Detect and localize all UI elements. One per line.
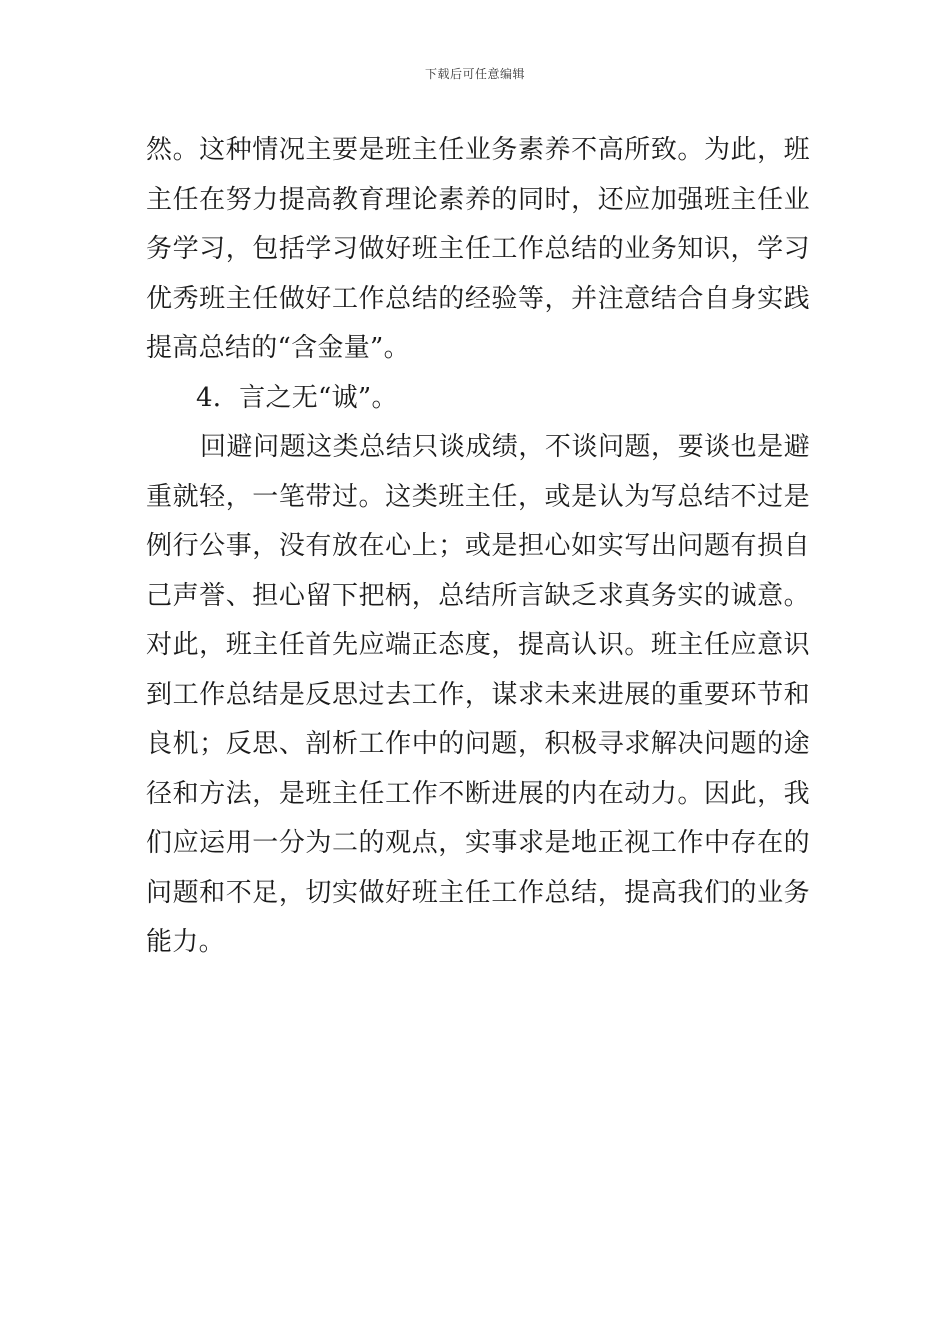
text-line: 己声誉、担心留下把柄，总结所言缺乏求真务实的诚意。 xyxy=(146,580,810,611)
text-line: 优秀班主任做好工作总结的经验等，并注意结合自身实践 xyxy=(146,283,810,314)
text-line: 到工作总结是反思过去工作，谋求未来进展的重要环节和 xyxy=(146,679,810,710)
text-line: 回避问题这类总结只谈成绩，不谈问题，要谈也是避 xyxy=(200,432,810,462)
text-line: 能力。 xyxy=(146,927,225,957)
text-line: 务学习，包括学习做好班主任工作总结的业务知识，学习 xyxy=(146,234,810,264)
text-line: 重就轻，一笔带过。这类班主任，或是认为写总结不过是 xyxy=(146,481,810,512)
text-line: 良机；反思、剖析工作中的问题，积极寻求解决问题的途 xyxy=(146,729,810,759)
text-line: 然。这种情况主要是班主任业务素养不高所致。为此，班 xyxy=(146,135,810,165)
document-body xyxy=(146,126,810,968)
page-header-note: 下载后可任意编辑 xyxy=(424,67,525,81)
text-line: 提高总结的“含金量”。 xyxy=(146,333,410,363)
text-line: 例行公事，没有放在心上；或是担心如实写出问题有损自 xyxy=(146,531,810,561)
text-line: 对此，班主任首先应端正态度，提高认识。班主任应意识 xyxy=(146,630,810,660)
text-line: 问题和不足，切实做好班主任工作总结，提高我们的业务 xyxy=(146,877,810,908)
text-line: 主任在努力提高教育理论素养的同时，还应加强班主任业 xyxy=(146,184,810,215)
text-line: 径和方法，是班主任工作不断进展的内在动力。因此，我 xyxy=(146,778,810,809)
section-heading: 4．言之无“诚”。 xyxy=(196,382,398,413)
text-line: 们应运用一分为二的观点，实事求是地正视工作中存在的 xyxy=(146,828,810,858)
